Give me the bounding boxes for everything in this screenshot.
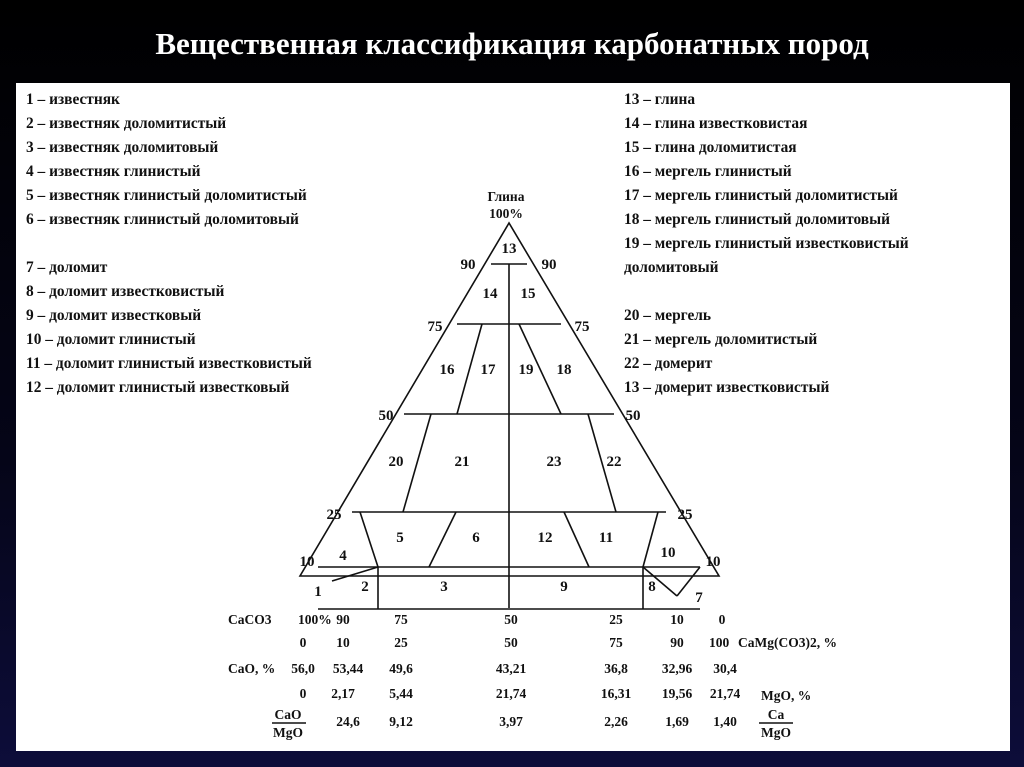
- left-tick: 10: [299, 554, 315, 570]
- bottom-tick-1: 100%: [298, 612, 332, 627]
- legend-item: 19 – мергель глинистый известковистый доломитовый: [624, 235, 909, 276]
- page-title: Вещественная классификация карбонатных пород: [155, 26, 869, 61]
- field-number: 15: [520, 286, 536, 302]
- left-tick: 50: [378, 408, 394, 424]
- legend-item: 2 – известняк доломитистый: [26, 115, 227, 132]
- left-tick: 75: [427, 319, 443, 335]
- field-number: 21: [454, 454, 470, 470]
- ratio-left-numerator: CaO: [274, 707, 302, 722]
- legend-item: 5 – известняк глинистый доломитистый: [26, 187, 307, 204]
- diag-11-10: [643, 512, 658, 567]
- bottom-tick-1: 75: [394, 612, 408, 627]
- bottom-tick-1: 50: [504, 612, 518, 627]
- mgo-value: 21,74: [709, 686, 741, 701]
- diagram-lines: [300, 223, 719, 609]
- right-tick: 50: [625, 408, 641, 424]
- bottom-tick-2: 25: [394, 635, 408, 650]
- field-number: 23: [546, 454, 562, 470]
- legend-item: 8 – доломит известковистый: [26, 283, 225, 300]
- apex-label-2: 100%: [489, 206, 523, 221]
- cao-value: 53,44: [332, 661, 364, 676]
- bottom-tick-2: 0: [299, 635, 307, 650]
- bottom-tick-2: 75: [609, 635, 623, 650]
- mgo-value: 21,74: [495, 686, 527, 701]
- cao-value: 49,6: [389, 661, 413, 676]
- field-number: 22: [606, 454, 622, 470]
- diag-4-5: [360, 512, 378, 567]
- field-number: 8: [648, 579, 656, 595]
- legend-item: 12 – доломит глинистый известковый: [26, 379, 290, 396]
- diag-12-11: [564, 512, 589, 567]
- ternary-diagram: [16, 83, 1010, 751]
- ratio-value: 3,97: [499, 714, 523, 729]
- field-number: 1: [314, 584, 322, 600]
- diag-16-17: [457, 324, 482, 414]
- mgo-value: 19,56: [661, 686, 693, 701]
- cao-value: 43,21: [495, 661, 527, 676]
- ratio-value: 2,26: [604, 714, 628, 729]
- legend-item: 18 – мергель глинистый доломитовый: [624, 211, 890, 228]
- legend-item: 6 – известняк глинистый доломитовый: [26, 211, 299, 228]
- field-number: 9: [560, 579, 568, 595]
- content-panel: [16, 83, 1010, 751]
- legend-item: 20 – мергель: [624, 307, 712, 324]
- left-tick: 90: [460, 257, 476, 273]
- bottom-tick-2: 50: [504, 635, 518, 650]
- bottom-tick-1: 25: [609, 612, 623, 627]
- field-number: 5: [396, 530, 404, 546]
- field-number: 3: [440, 579, 448, 595]
- field-number: 12: [537, 530, 553, 546]
- field-number: 19: [518, 362, 534, 378]
- mgo-value: 2,17: [331, 686, 355, 701]
- legend-item: 3 – известняк доломитовый: [26, 139, 219, 156]
- field-number: 6: [472, 530, 480, 546]
- field-number: 20: [388, 454, 404, 470]
- bottom-tick-1: 90: [336, 612, 350, 627]
- legend-item: 17 – мергель глинистый доломитистый: [624, 187, 898, 204]
- right-tick: 25: [677, 507, 693, 523]
- ratio-left-denominator: MgO: [273, 725, 303, 740]
- cao-label: CaO, %: [228, 661, 276, 676]
- legend-item: 22 – домерит: [624, 355, 713, 372]
- legend-item: 16 – мергель глинистый: [624, 163, 792, 180]
- bottom-tick-1: 0: [718, 612, 726, 627]
- bottom-tick-2: 90: [670, 635, 684, 650]
- field-number: 2: [361, 579, 369, 595]
- diag-5-6: [429, 512, 456, 567]
- mgo-value: 5,44: [389, 686, 413, 701]
- mgo-value: 16,31: [600, 686, 632, 701]
- field-number: 11: [598, 530, 614, 546]
- left-tick: 25: [326, 507, 342, 523]
- mgo-label: MgO, %: [761, 688, 812, 703]
- mgo-value: 0: [299, 686, 307, 701]
- legend-item: 1 – известняк: [26, 91, 120, 108]
- legend-item: 7 – доломит: [26, 259, 108, 276]
- cao-value: 56,0: [291, 661, 315, 676]
- ratio-right-numerator: Ca: [767, 707, 785, 722]
- right-tick: 75: [574, 319, 590, 335]
- field-number: 17: [480, 362, 496, 378]
- ratio-value: 1,69: [665, 714, 689, 729]
- field-number: 18: [556, 362, 572, 378]
- bottom-tick-1: 10: [670, 612, 684, 627]
- legend-item: 4 – известняк глинистый: [26, 163, 201, 180]
- ratio-value: 24,6: [336, 714, 360, 729]
- field-number: 16: [439, 362, 455, 378]
- legend-item: 15 – глина доломитистая: [624, 139, 797, 156]
- right-tick: 10: [705, 554, 721, 570]
- right-tick: 90: [541, 257, 557, 273]
- legend-item: 21 – мергель доломитистый: [624, 331, 818, 348]
- legend-item: 11 – доломит глинистый известковистый: [26, 355, 312, 372]
- ratio-right-denominator: MgO: [761, 725, 791, 740]
- cao-value: 30,4: [713, 661, 737, 676]
- caco3-label: CaCO3: [228, 612, 272, 627]
- field-number: 13: [501, 241, 517, 257]
- field-number: 7: [695, 590, 703, 606]
- apex-label-1: Глина: [487, 189, 525, 204]
- field-number: 14: [482, 286, 498, 302]
- ratio-value: 9,12: [389, 714, 413, 729]
- ratio-value: 1,40: [713, 714, 737, 729]
- camg-label: CaMg(CO3)2, %: [738, 635, 837, 650]
- bottom-tick-2: 10: [336, 635, 350, 650]
- legend-item: 9 – доломит известковый: [26, 307, 202, 324]
- legend-item: 14 – глина известковистая: [624, 115, 808, 132]
- legend-item: 13 – домерит известковистый: [624, 379, 830, 396]
- legend-item: 13 – глина: [624, 91, 696, 108]
- field-number: 10: [660, 545, 676, 561]
- field-number: 4: [339, 548, 347, 564]
- cao-value: 36,8: [604, 661, 628, 676]
- cao-value: 32,96: [661, 661, 693, 676]
- diag-20-21: [403, 414, 431, 512]
- bottom-tick-2: 100: [709, 635, 730, 650]
- diag-1-2: [332, 567, 378, 581]
- legend-item: 10 – доломит глинистый: [26, 331, 196, 348]
